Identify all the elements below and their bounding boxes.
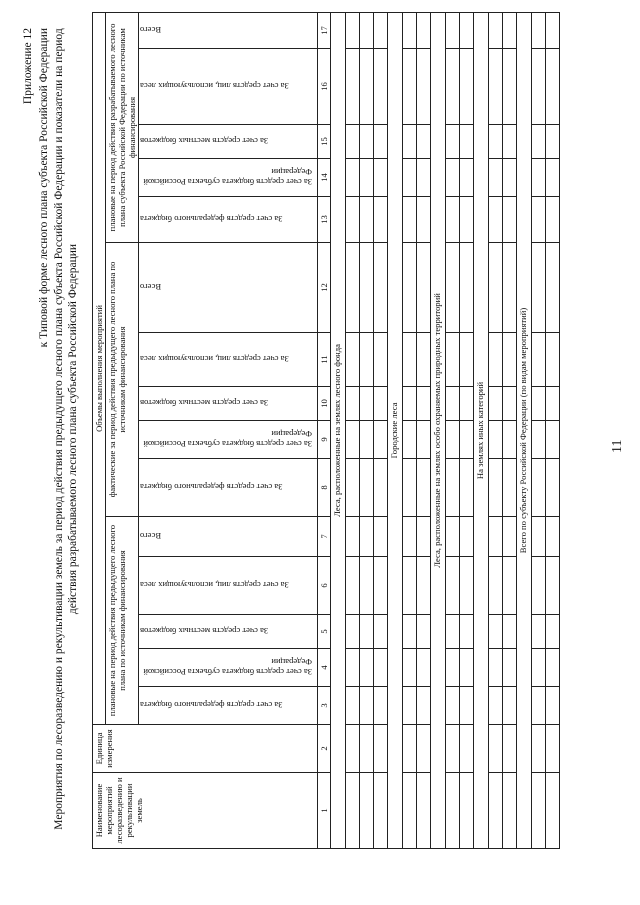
measures-table (92, 12, 560, 849)
header-regional-budget: За счет средств бюджета субъекта Российской Федерации (139, 159, 318, 197)
column-number: 16 (318, 49, 331, 125)
column-number: 10 (318, 387, 331, 421)
header-total: Всего (139, 12, 318, 48)
column-number: 7 (318, 517, 331, 557)
column-number: 17 (318, 12, 331, 48)
column-number: 5 (318, 615, 331, 649)
header-regional-budget: За счет средств бюджета субъекта Российской Федерации (139, 649, 318, 687)
table-row (460, 12, 474, 848)
table-row (503, 12, 517, 848)
column-number: 14 (318, 159, 331, 197)
section-urban-forests: Городские леса (388, 12, 403, 848)
section-region-total: Всего по субъекту Российской Федерации (по видам мероприятий) (517, 12, 532, 848)
column-number: 11 (318, 333, 331, 387)
header-regional-budget: За счет средств бюджета субъекта Российской Федерации (139, 421, 318, 459)
header-local-budget: За счет средств местных бюджетов (139, 387, 318, 421)
header-volumes: Объемы выполнения мероприятий (93, 12, 106, 724)
column-number: 4 (318, 649, 331, 687)
page-number: 11 (610, 439, 625, 453)
column-number: 8 (318, 459, 331, 517)
table-row (446, 12, 460, 848)
document-heading: Мероприятия по лесоразведению и рекультивации земель за период действия предыдущего лесного плана субъекта Российской Федерации и показатели на период действия разрабатываемого лесного плана субъекта Российской Федерации (53, 28, 79, 830)
header-local-budget: За счет средств местных бюджетов (139, 125, 318, 159)
table-row (546, 12, 560, 848)
column-number: 15 (318, 125, 331, 159)
table-row (417, 12, 431, 848)
header-forest-users: За счет средств лиц, использующих леса (139, 557, 318, 615)
column-number: 9 (318, 421, 331, 459)
header-local-budget: За счет средств местных бюджетов (139, 615, 318, 649)
table-row (346, 12, 360, 848)
table-row (374, 12, 388, 848)
table-row (360, 12, 374, 848)
column-number: 1 (318, 773, 331, 849)
column-number: 2 (318, 725, 331, 773)
section-other-lands: На землях иных категорий (474, 12, 489, 848)
header-planned-prev: плановые на период действия предыдущего лесного плана по источникам финансирования (106, 517, 139, 725)
header-total: Всего (139, 517, 318, 557)
header-name: Наименование мероприятий лесоразведению и рекультивации земель (93, 773, 318, 849)
header-federal-budget: За счет средств федерального бюджета (139, 197, 318, 243)
column-number: 3 (318, 687, 331, 725)
header-federal-budget: За счет средств федерального бюджета (139, 459, 318, 517)
table-row (532, 12, 546, 848)
table-row (403, 12, 417, 848)
column-number: 6 (318, 557, 331, 615)
column-number: 12 (318, 243, 331, 333)
appendix-subtitle: к Типовой форме лесного плана субъекта Российской Федерации (38, 28, 50, 348)
header-actual-prev: фактические за период действия предыдущего лесного плана по источникам финансирования (106, 243, 139, 517)
header-federal-budget: За счет средств федерального бюджета (139, 687, 318, 725)
section-forest-fund: Леса, расположенные на землях лесного фонда (331, 12, 346, 848)
header-total: Всего (139, 243, 318, 333)
header-unit: Единица измерения (93, 725, 318, 773)
header-forest-users: За счет средств лиц, использующих леса (139, 49, 318, 125)
header-forest-users: За счет средств лиц, использующих леса (139, 333, 318, 387)
section-protected-areas: Леса, расположенные на землях особо охраняемых природных территорий (431, 12, 446, 848)
appendix-title: Приложение 12 (22, 28, 34, 105)
header-planned-new: плановые на период действия разрабатываемого лесного плана субъекта Российской Федерации по источникам финансирования (106, 12, 139, 242)
table-row (489, 12, 503, 848)
column-number: 13 (318, 197, 331, 243)
